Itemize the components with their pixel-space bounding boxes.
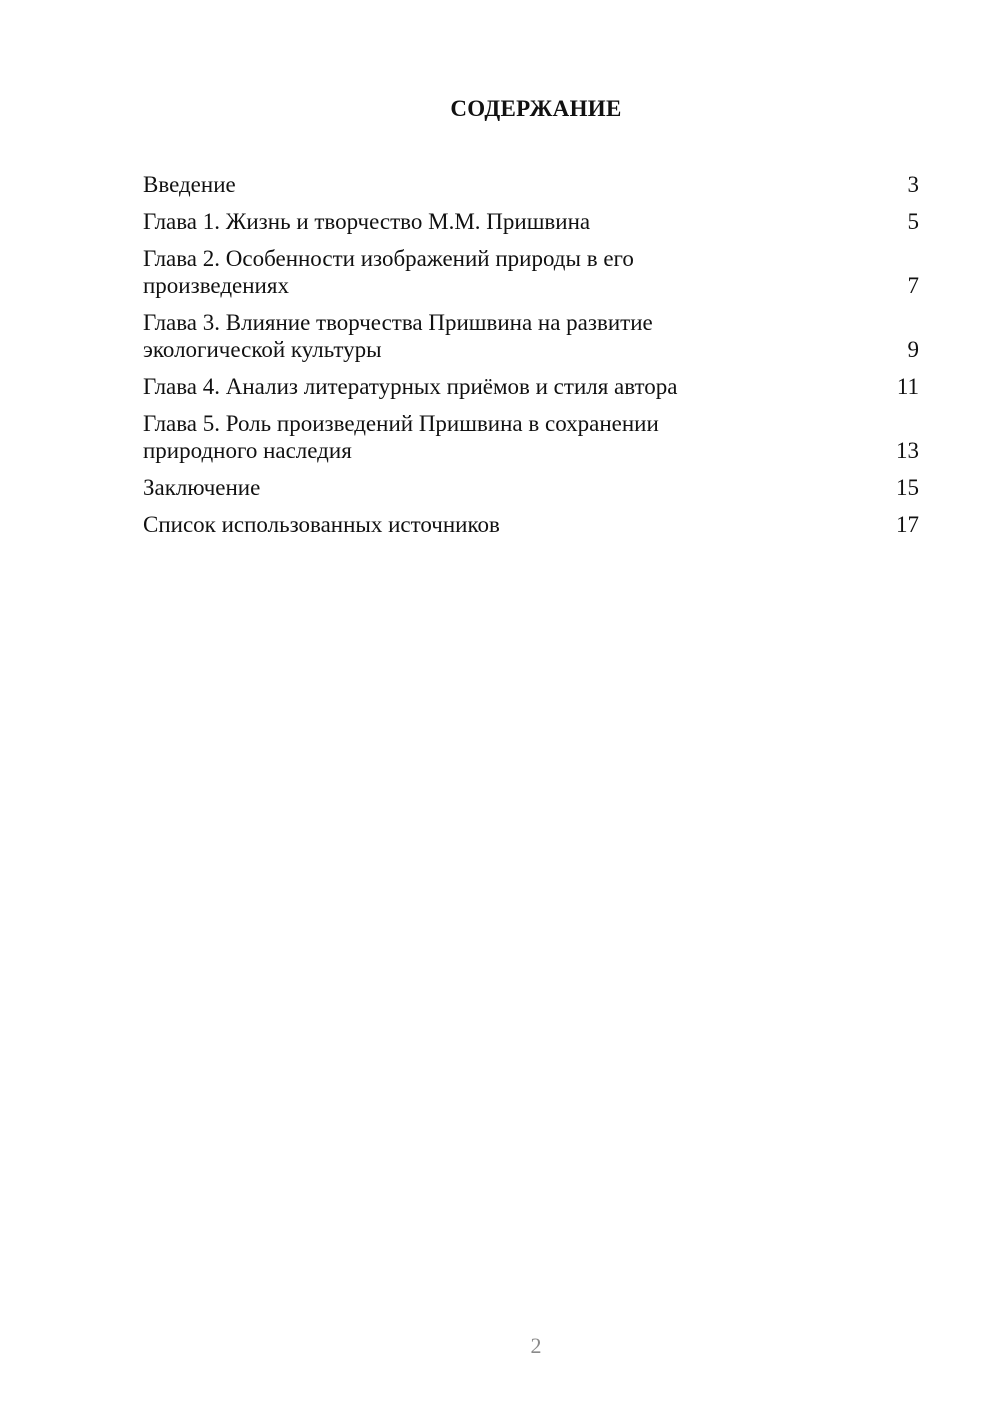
toc-entry-label-line: Глава 5. Роль произведений Пришвина в сохранении: [143, 411, 659, 436]
toc-entry-conclusion: [143, 474, 919, 501]
toc-entry-label-line: Глава 1. Жизнь и творчество М.М. Пришвина: [143, 209, 591, 234]
toc-entry-page-number: 5: [907, 209, 919, 234]
toc-entry-label: [143, 373, 743, 400]
toc-entry-page-number: 7: [907, 273, 919, 298]
toc-entry-references: [143, 511, 919, 538]
toc-entry-page-number: 11: [896, 374, 919, 399]
toc-entry-label-line: природного наследия: [143, 438, 352, 463]
toc-entry-label: [143, 245, 743, 299]
page-title: СОДЕРЖАНИЕ: [450, 96, 622, 121]
toc-entry-label-line: Введение: [143, 172, 236, 197]
toc-entry-page-number: 17: [896, 512, 919, 537]
page-number: 2: [530, 1333, 542, 1358]
toc-entry-page-number: 13: [896, 438, 919, 463]
toc-entry-label-line: Список использованных источников: [143, 512, 500, 537]
toc-entry-label-line: произведениях: [143, 273, 289, 298]
toc-entry-label-line: Глава 4. Анализ литературных приёмов и стиля автора: [143, 374, 678, 399]
toc-entry-label-line: Заключение: [143, 475, 261, 500]
toc-entry-chapter-2: [143, 245, 919, 299]
toc-entry-label: [143, 410, 743, 464]
toc-entry-label: [143, 474, 743, 501]
toc-entry-chapter-1: [143, 208, 919, 235]
toc-entry-label-line: Глава 2. Особенности изображений природы в его: [143, 246, 634, 271]
toc-entry-page-number: 9: [907, 337, 919, 362]
table-of-contents: [143, 171, 919, 548]
toc-entry-chapter-5: [143, 410, 919, 464]
toc-entry-label: [143, 511, 743, 538]
toc-entry-label-line: экологической культуры: [143, 337, 382, 362]
toc-entry-label-line: Глава 3. Влияние творчества Пришвина на развитие: [143, 310, 653, 335]
toc-entry-label: [143, 171, 743, 198]
toc-entry-introduction: [143, 171, 919, 198]
toc-entry-page-number: 3: [907, 172, 919, 197]
toc-entry-chapter-3: [143, 309, 919, 363]
toc-entry-page-number: 15: [896, 475, 919, 500]
toc-entry-label: [143, 309, 743, 363]
toc-entry-label: [143, 208, 743, 235]
toc-entry-chapter-4: [143, 373, 919, 400]
